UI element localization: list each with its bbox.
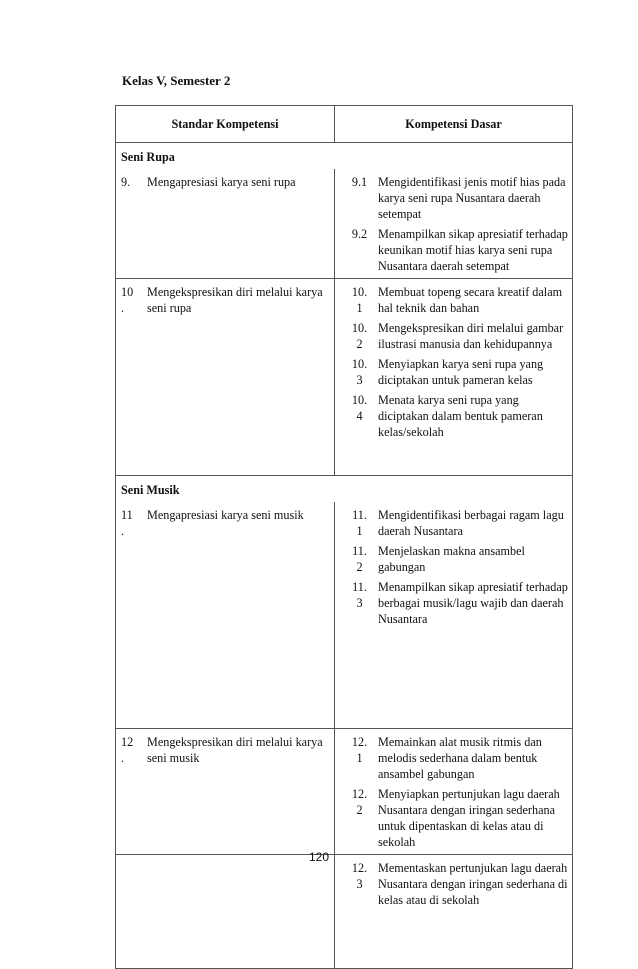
kd-number: 10. 4 (351, 393, 368, 423)
sk-number: 10 . (121, 285, 134, 315)
kompetensi-dasar-item (343, 284, 568, 316)
sk-text: Mengapresiasi karya seni musik (147, 508, 304, 522)
section-title: Seni Musik (116, 476, 335, 503)
header-standar-kompetensi: Standar Kompetensi (116, 106, 335, 143)
kompetensi-dasar-item (343, 392, 568, 440)
kompetensi-dasar-cell (335, 854, 573, 968)
kompetensi-dasar-list (335, 729, 572, 850)
competency-table (115, 105, 573, 969)
kd-text: Memainkan alat musik ritmis dan melodis sederhana dalam bentuk ansambel gabungan (378, 734, 542, 781)
kd-text: Mengidentifikasi berbagai ragam lagu daerah Nusantara (378, 508, 564, 538)
kd-text: Menata karya seni rupa yang diciptakan dalam bentuk pameran kelas/sekolah (378, 393, 543, 439)
standar-kompetensi-cell (116, 728, 335, 854)
table-row (116, 728, 573, 854)
table-body (116, 143, 573, 969)
section-title: Seni Rupa (116, 143, 335, 170)
kd-number: 10. 1 (351, 285, 368, 315)
section-empty-cell (335, 476, 573, 503)
kd-number: 11. 2 (352, 544, 367, 574)
standar-kompetensi-cell (116, 169, 335, 279)
sk-text: Mengapresiasi karya seni rupa (147, 175, 296, 189)
kompetensi-dasar-cell (335, 728, 573, 854)
kompetensi-dasar-item (343, 226, 568, 274)
standar-kompetensi-cell (116, 279, 335, 476)
kd-text: Menyiapkan karya seni rupa yang diciptakan untuk pameran kelas (378, 357, 544, 387)
header-kompetensi-dasar: Kompetensi Dasar (335, 106, 573, 143)
kompetensi-dasar-item (343, 860, 568, 908)
kompetensi-dasar-cell (335, 169, 573, 279)
section-row (116, 476, 573, 503)
kd-text: Menyiapkan pertunjukan lagu daerah Nusantara dengan iringan sederhana untuk dipentaskan di kelas atau di sekolah (378, 786, 560, 849)
table-row (116, 854, 573, 968)
kompetensi-dasar-item (343, 174, 568, 222)
sk-number: 9. (121, 175, 131, 189)
kd-text: Menjelaskan makna ansambel gabungan (378, 544, 525, 574)
kd-text: Mementaskan pertunjukan lagu daerah Nusantara dengan iringan sederhana di kelas atau di sekolah (378, 860, 568, 907)
standar-kompetensi (116, 279, 334, 316)
kompetensi-dasar-list (335, 502, 572, 627)
kompetensi-dasar-item (343, 356, 568, 388)
page-number: 120 (308, 850, 330, 864)
standar-kompetensi-cell (116, 854, 335, 968)
kd-number: 11. 1 (352, 508, 367, 538)
kd-number: 12. 1 (351, 734, 368, 765)
kd-number: 10. 3 (351, 357, 368, 387)
kd-text: Mengekspresikan diri melalui gambar ilustrasi manusia dan kehidupannya (378, 321, 564, 351)
sk-number: 12 . (121, 734, 134, 765)
section-row (116, 143, 573, 170)
table-header-row (116, 106, 573, 143)
kompetensi-dasar-item (343, 786, 568, 850)
kompetensi-dasar-item (343, 734, 568, 782)
standar-kompetensi (116, 729, 334, 766)
standar-kompetensi-cell (116, 502, 335, 728)
table-row (116, 279, 573, 476)
standar-kompetensi (116, 502, 334, 539)
kd-number: 9.2 (351, 227, 368, 241)
sk-number: 11 . (121, 508, 133, 538)
table-row (116, 169, 573, 279)
kompetensi-dasar-list (335, 279, 572, 440)
kompetensi-dasar-item (343, 320, 568, 352)
kd-number: 12. 2 (351, 786, 368, 817)
kd-text: Menampilkan sikap apresiatif terhadap berbagai musik/lagu wajib dan daerah Nusantara (378, 580, 568, 626)
kd-number: 12. 3 (351, 860, 368, 891)
kompetensi-dasar-item (343, 579, 568, 627)
table-row (116, 502, 573, 728)
kd-text: Mengidentifikasi jenis motif hias pada karya seni rupa Nusantara daerah setempat (378, 175, 566, 221)
standar-kompetensi (116, 169, 334, 190)
kd-text: Membuat topeng secara kreatif dalam hal teknik dan bahan (378, 285, 563, 315)
kompetensi-dasar-cell (335, 279, 573, 476)
kompetensi-dasar-cell (335, 502, 573, 728)
kompetensi-dasar-item (343, 543, 568, 575)
sk-text: Mengekspresikan diri melalui karya seni musik (147, 734, 323, 765)
section-empty-cell (335, 143, 573, 170)
kompetensi-dasar-list (335, 169, 572, 274)
kd-number: 11. 3 (352, 580, 367, 610)
kd-number: 10. 2 (351, 321, 368, 351)
kompetensi-dasar-item (343, 507, 568, 539)
kd-text: Menampilkan sikap apresiatif terhadap keunikan motif hias karya seni rupa Nusantara daerah setempat (378, 227, 568, 273)
kd-number: 9.1 (351, 175, 368, 189)
sk-text: Mengekspresikan diri melalui karya seni rupa (147, 285, 323, 315)
page-heading: Kelas V, Semester 2 (122, 73, 231, 88)
